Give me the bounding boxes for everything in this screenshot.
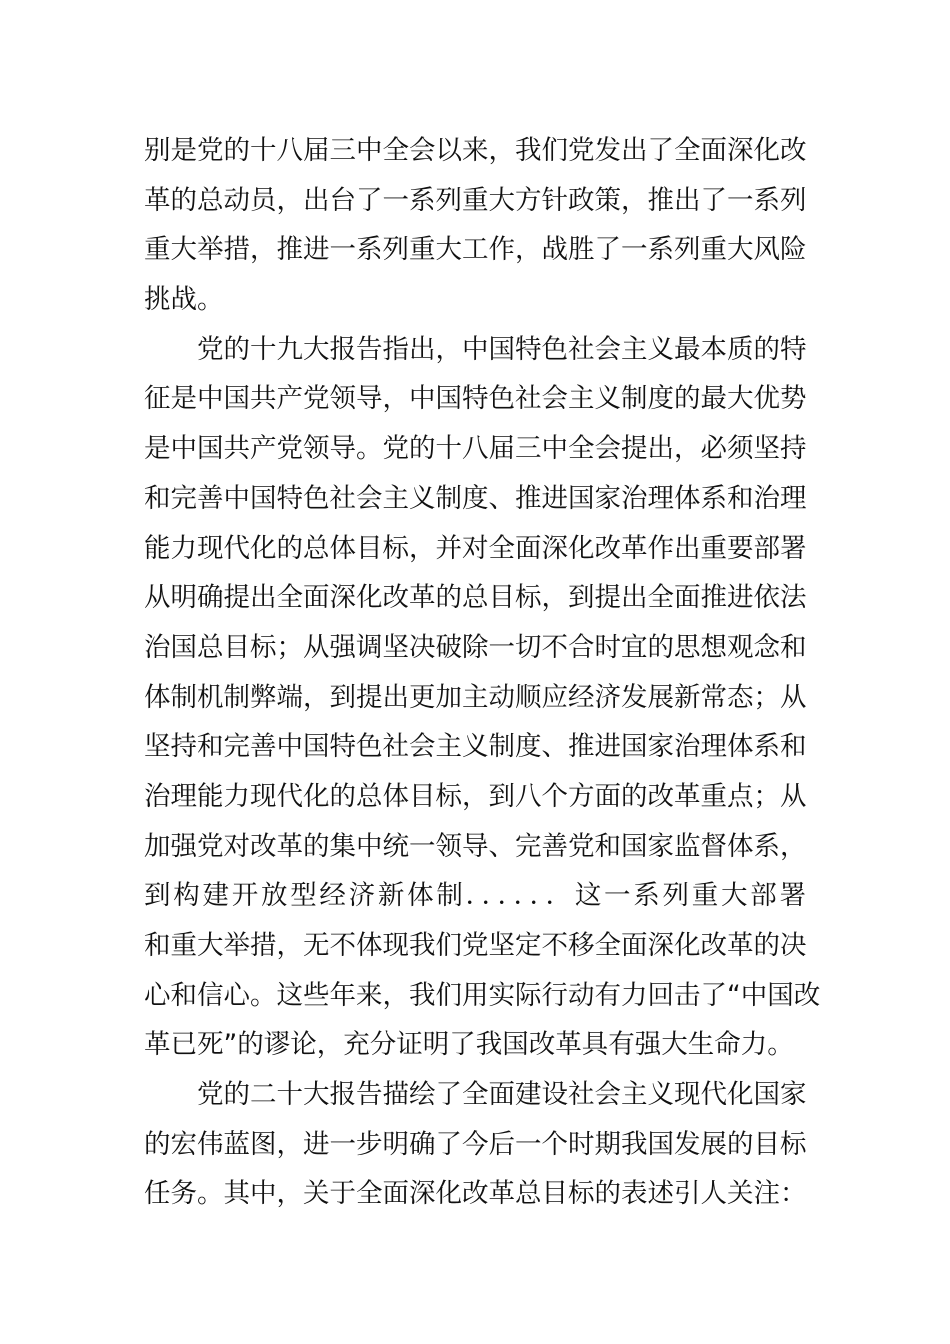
document-body — [144, 126, 821, 1219]
text-line: 体制机制弊端，到提出更加主动顺应经济发展新常态；从 — [144, 681, 807, 713]
text-line: 征是中国共产党领导，中国特色社会主义制度的最大优势 — [144, 383, 807, 415]
text-line: 治理能力现代化的总体目标，到八个方面的改革重点；从 — [144, 780, 807, 812]
text-line: 革的总动员，出台了一系列重大方针政策，推出了一系列 — [144, 184, 807, 216]
text-line: 党的二十大报告描绘了全面建设社会主义现代化国家 — [197, 1079, 807, 1111]
text-line: 的宏伟蓝图，进一步明确了今后一个时期我国发展的目标 — [144, 1128, 807, 1160]
text-line: 革已死”的谬论，充分证明了我国改革具有强大生命力。 — [144, 1029, 794, 1061]
text-line: 到构建开放型经济新体制．．．．．．这一系列重大部署 — [144, 880, 806, 912]
text-line: 党的十九大报告指出，中国特色社会主义最本质的特 — [197, 333, 807, 365]
text-line: 重大举措，推进一系列重大工作，战胜了一系列重大风险 — [144, 234, 807, 266]
text-line: 和重大举措，无不体现我们党坚定不移全面深化改革的决 — [144, 930, 807, 961]
text-line: 是中国共产党领导。党的十八届三中全会提出，必须坚持 — [144, 433, 807, 465]
text-line: 和完善中国特色社会主义制度、推进国家治理体系和治理 — [144, 482, 807, 514]
text-line: 别是党的十八届三中全会以来，我们党发出了全面深化改 — [144, 135, 807, 166]
text-line: 加强党对改革的集中统一领导、完善党和国家监督体系， — [144, 830, 807, 862]
text-line: 任务。其中，关于全面深化改革总目标的表述引人关注： — [144, 1178, 807, 1210]
text-line: 心和信心。这些年来，我们用实际行动有力回击了“中国改 — [144, 979, 821, 1011]
text-line: 治国总目标；从强调坚决破除一切不合时宜的思想观念和 — [144, 631, 807, 663]
text-line: 能力现代化的总体目标，并对全面深化改革作出重要部署 — [144, 532, 807, 564]
text-line: 挑战。 — [144, 284, 224, 316]
text-line: 坚持和完善中国特色社会主义制度、推进国家治理体系和 — [144, 731, 807, 763]
text-line: 从明确提出全面深化改革的总目标，到提出全面推进依法 — [144, 582, 807, 614]
